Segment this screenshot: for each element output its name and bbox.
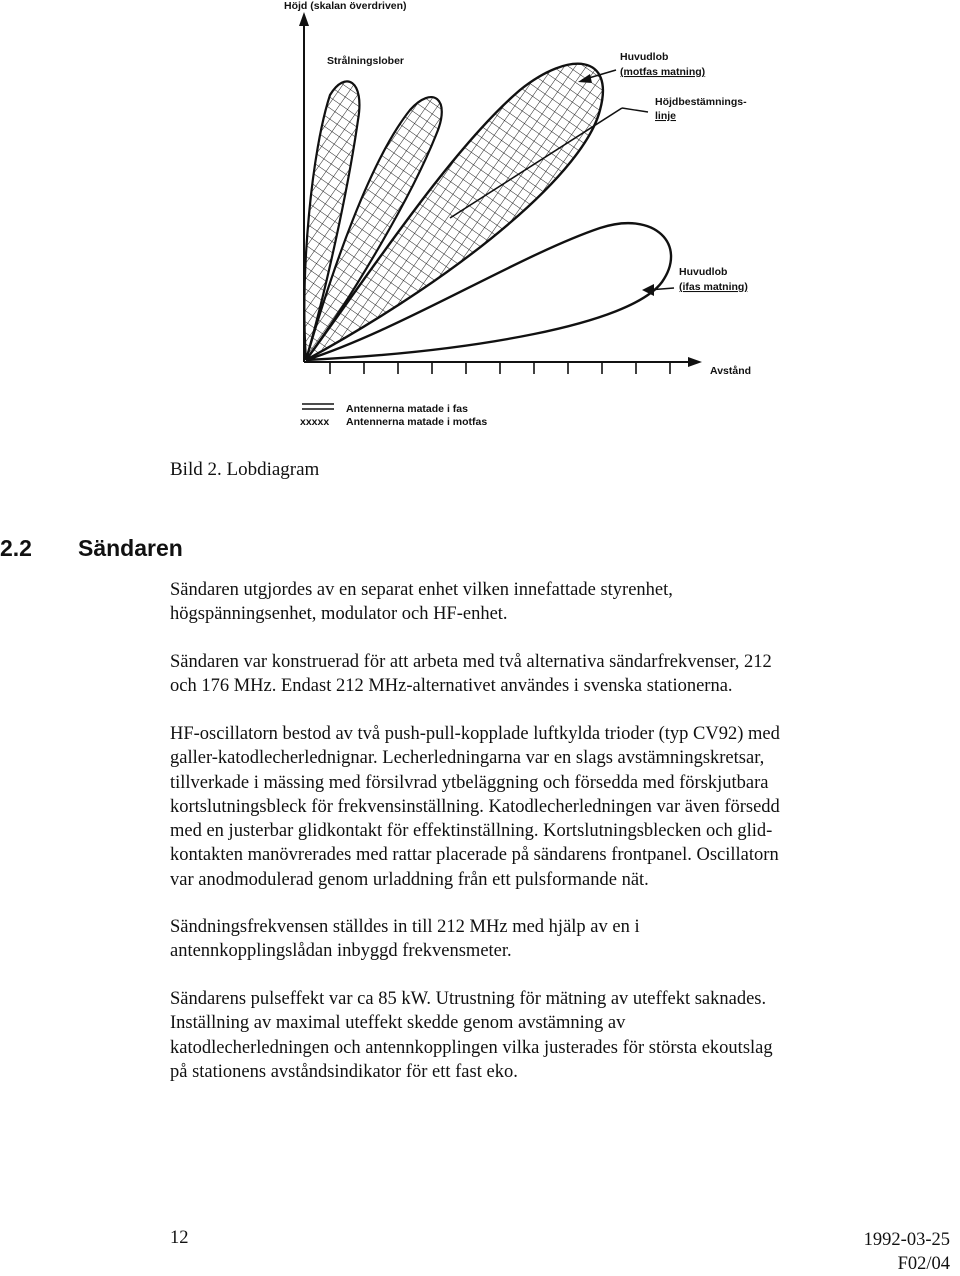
label-lobes: Strålningslober bbox=[327, 55, 405, 67]
x-axis-ticks bbox=[330, 362, 670, 374]
lobe-diagram-svg bbox=[270, 0, 770, 440]
legend-inphase-label: Antennerna matade i fas bbox=[346, 403, 468, 415]
footer-meta bbox=[864, 1228, 950, 1276]
y-axis-arrow bbox=[299, 12, 309, 26]
paragraph-4: Sändningsfrekvensen ställdes in till 212 MHz med hjälp av en i antennkopplingslådan inbyggd frekvensmeter. bbox=[170, 917, 640, 962]
label-main-inphase-1: Huvudlob bbox=[679, 266, 728, 278]
paragraph-2: Sändaren var konstruerad för att arbeta med två alternativa sändarfrekvenser, 212 och 176 MHz. Endast 212 MHz-alternativet användes i svenska stationerna. bbox=[170, 652, 772, 697]
figure-caption: Bild 2. Lobdiagram bbox=[170, 459, 320, 480]
y-axis-label: Höjd (skalan överdriven) bbox=[284, 0, 407, 12]
footer-doc-code: F02/04 bbox=[897, 1254, 950, 1274]
legend-antiphase-label: Antennerna matade i motfas bbox=[346, 416, 488, 428]
lobe-diagram bbox=[270, 0, 770, 440]
label-height-line-2: linje bbox=[655, 110, 677, 122]
section-title: Sändaren bbox=[78, 535, 183, 561]
label-height-line-1: Höjdbestämnings- bbox=[655, 96, 747, 108]
legend bbox=[300, 403, 487, 428]
paragraph-3: HF-oscillatorn bestod av två push-pull-kopplade luftkylda trioder (typ CV92) med galler-katodlecherlednignar. Lecherledningarna var en slags avstämningskretsar, tillverkade i mässing med försilvrad ytbeläggning och försedda med förskjutbara kortslutningsbleck för frekvensinställning. Katodlecherledningen var även försedd med en justerbar glidkontakt för effektinställning. Kortslutningsblecken och glid- kontakten manövrerades med rattar placerade på sändarens frontpanel. Oscillatorn var anodmodulerad genom urladdning från ett pulsformande nät. bbox=[170, 724, 780, 890]
section-number: 2.2 bbox=[0, 535, 32, 561]
height-line-pointer bbox=[622, 108, 648, 112]
label-main-antiphase-2: (motfas matning) bbox=[620, 66, 706, 78]
section-heading bbox=[0, 535, 183, 562]
paragraph-5: Sändarens pulseffekt var ca 85 kW. Utrustning för mätning av uteffekt saknades. Inställning av maximal uteffekt skedde genom avstämning av katodlecherledningen och antennkopplingen vilka justerades för största ekoutslag på stationens avståndsindikator för ett fast eko. bbox=[170, 989, 773, 1082]
paragraph-1: Sändaren utgjordes av en separat enhet vilken innefattade styrenhet, högspänningsenhet, modulator och HF-enhet. bbox=[170, 580, 673, 625]
label-main-inphase-2: (ifas matning) bbox=[679, 281, 748, 293]
legend-antiphase-symbol: xxxxx bbox=[300, 416, 330, 428]
x-axis-label: Avstånd bbox=[710, 365, 752, 377]
footer-date: 1992-03-25 bbox=[863, 1230, 950, 1250]
label-main-antiphase-1: Huvudlob bbox=[620, 51, 669, 63]
x-axis-arrow bbox=[688, 357, 702, 367]
page-number: 12 bbox=[170, 1228, 189, 1248]
